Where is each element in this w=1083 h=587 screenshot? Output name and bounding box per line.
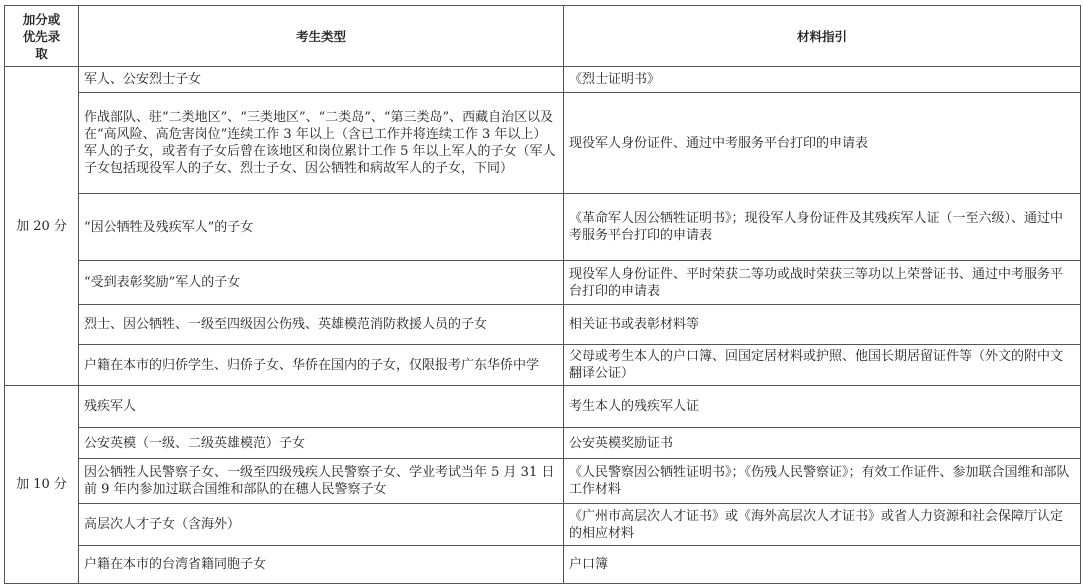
table-row <box>5 459 1081 504</box>
type-cell: 户籍在本市的归侨学生、归侨子女、华侨在国内的子女，仅限报考广东华侨中学 <box>79 345 564 386</box>
type-cell: 因公牺牲人民警察子女、一级至四级残疾人民警察子女、学业考试当年 5 月 31 日前 9 年内参加过联合国维和部队的在穗人民警察子女 <box>79 459 564 504</box>
material-cell: 公安英模奖励证书 <box>564 428 1081 459</box>
table-row <box>5 305 1081 345</box>
table-row <box>5 504 1081 546</box>
table-row <box>5 67 1081 93</box>
type-cell: 军人、公安烈士子女 <box>79 67 564 93</box>
type-cell: 烈士、因公牺牲、一级至四级因公伤残、英雄模范消防救援人员的子女 <box>79 305 564 345</box>
table-row <box>5 546 1081 584</box>
material-cell: 父母或考生本人的户口簿、回国定居材料或护照、他国长期居留证件等（外文的附中文翻译公证） <box>564 345 1081 386</box>
material-cell: 《革命军人因公牺牲证明书》；现役军人身份证件及其残疾军人证（一至六级）、通过中考服务平台打印的申请表 <box>564 194 1081 261</box>
material-cell: 户口簿 <box>564 546 1081 584</box>
table-row <box>5 261 1081 305</box>
type-cell: 户籍在本市的台湾省籍同胞子女 <box>79 546 564 584</box>
material-cell: 相关证书或表彰材料等 <box>564 305 1081 345</box>
type-cell: “受到表彰奖励”军人的子女 <box>79 261 564 305</box>
material-cell: 《人民警察因公牺牲证明书》；《伤残人民警察证》；有效工作证件、参加联合国维和部队工作材料 <box>564 459 1081 504</box>
table-row <box>5 345 1081 386</box>
type-cell: 作战部队、驻“二类地区”、“三类地区”、“二类岛”、“第三类岛”、西藏自治区以及在“高风险、高危害岗位”连续工作 3 年以上（含已工作并将连续工作 3 年以上）军人的子女，或者有子女后曾在该地区和岗位累计工作 5 年以上军人的子女（军人子女包括现役军人的子女、烈士子女、因公牺牲和病故军人的子女，下同） <box>79 93 564 194</box>
table-row <box>5 386 1081 428</box>
table-row <box>5 428 1081 459</box>
material-cell: 现役军人身份证件、平时荣获二等功或战时荣获三等功以上荣誉证书、通过中考服务平台打印的申请表 <box>564 261 1081 305</box>
policy-table <box>4 5 1081 584</box>
header-material: 材料指引 <box>564 6 1081 67</box>
material-cell: 考生本人的残疾军人证 <box>564 386 1081 428</box>
material-cell: 现役军人身份证件、通过中考服务平台打印的申请表 <box>564 93 1081 194</box>
table-row <box>5 194 1081 261</box>
header-bonus: 加分或优先录取 <box>5 6 79 67</box>
bonus-cell-20: 加 20 分 <box>5 67 79 386</box>
bonus-cell-10: 加 10 分 <box>5 386 79 584</box>
header-row <box>5 6 1081 67</box>
type-cell: 残疾军人 <box>79 386 564 428</box>
type-cell: “因公牺牲及残疾军人”的子女 <box>79 194 564 261</box>
material-cell: 《广州市高层次人才证书》或《海外高层次人才证书》或省人力资源和社会保障厅认定的相应材料 <box>564 504 1081 546</box>
header-type: 考生类型 <box>79 6 564 67</box>
material-cell: 《烈士证明书》 <box>564 67 1081 93</box>
type-cell: 公安英模（一级、二级英雄模范）子女 <box>79 428 564 459</box>
table-row <box>5 93 1081 194</box>
type-cell: 高层次人才子女（含海外） <box>79 504 564 546</box>
